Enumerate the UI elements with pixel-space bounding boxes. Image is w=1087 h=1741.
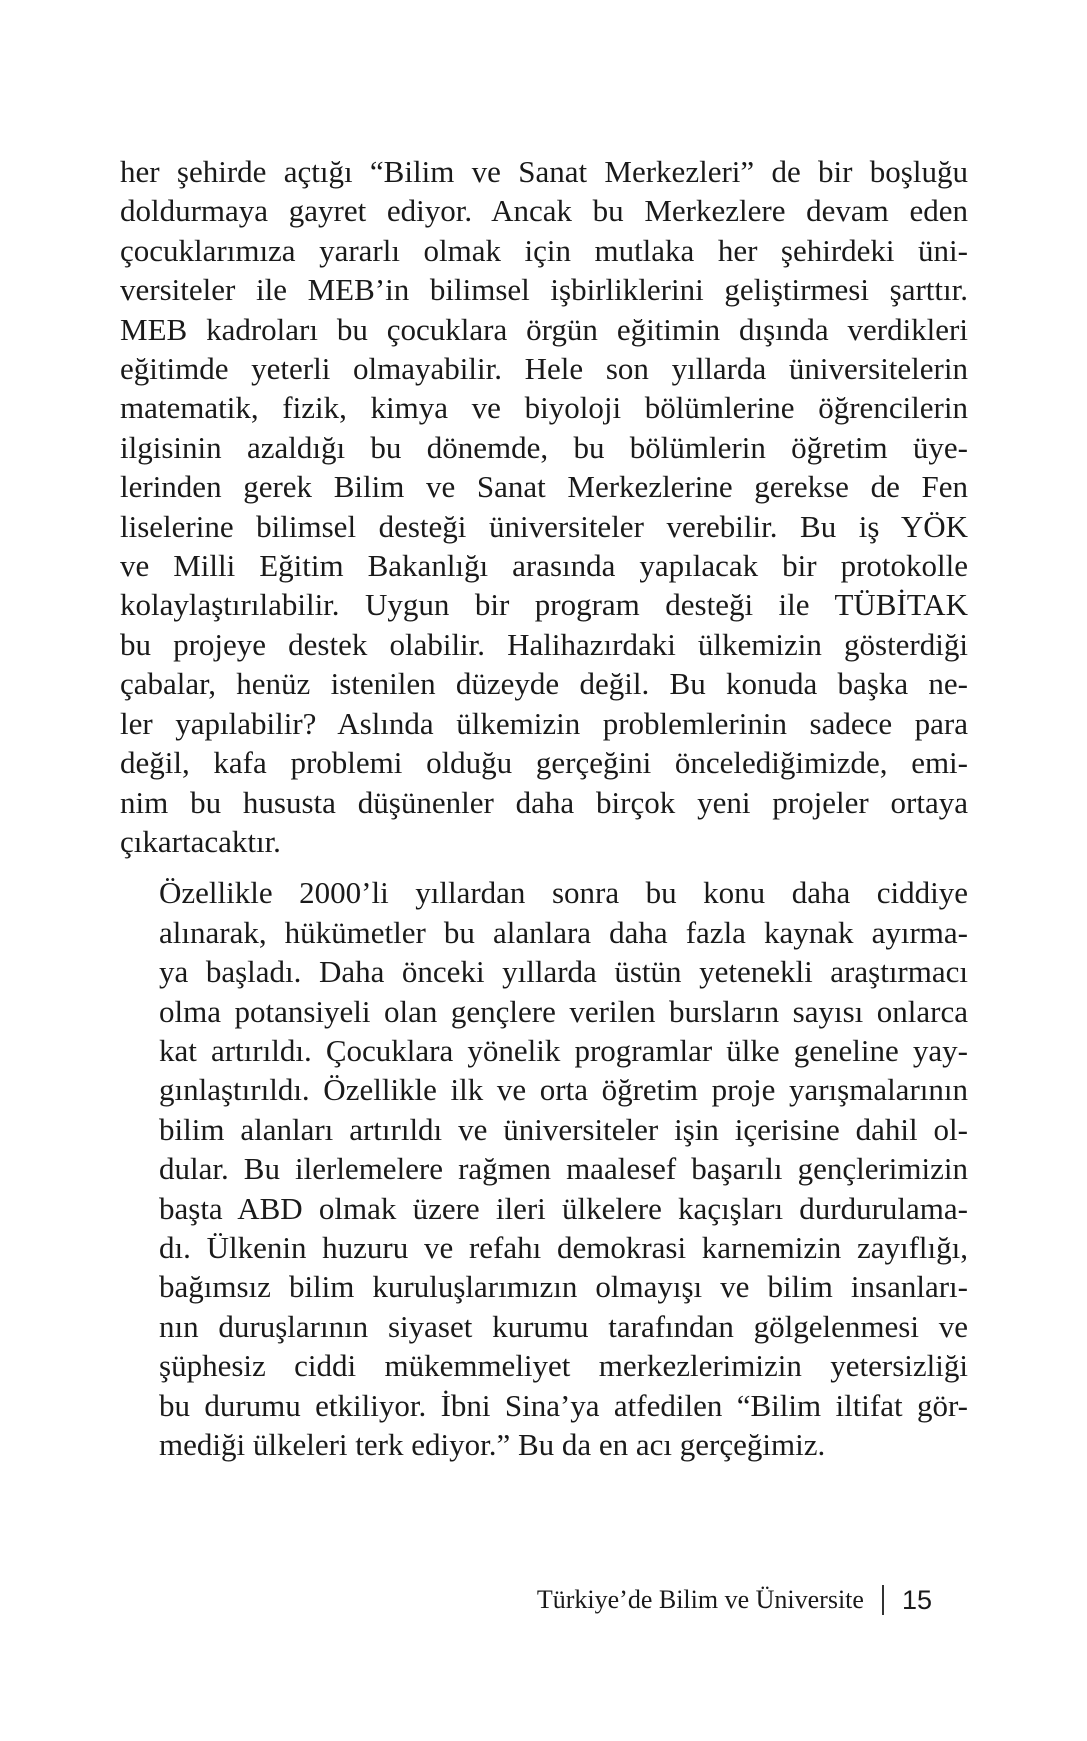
text-line: bu projeye destek olabilir. Halihazırdaki ülkemizin gösterdiği <box>120 626 968 662</box>
page-footer <box>537 1583 932 1617</box>
text-line: çocuklarımıza yararlı olmak için mutlaka her şehirdeki üni- <box>120 232 968 268</box>
text-line: nim bu hususta düşünenler daha birçok yeni projeler ortaya <box>120 784 968 820</box>
page-number: 15 <box>901 1585 932 1615</box>
text-line: çabalar, henüz istenilen düzeyde değil. Bu konuda başka ne- <box>120 666 968 702</box>
text-line: kolaylaştırılabilir. Uygun bir program desteği ile TÜBİTAK <box>120 587 968 623</box>
running-title: Türkiye’de Bilim ve Üniversite <box>536 1585 864 1614</box>
text-line: lerinden gerek Bilim ve Sanat Merkezlerine gerekse de Fen <box>120 469 968 505</box>
text-line: dı. Ülkenin huzuru ve refahı demokrasi karnemizin zayıflığı, <box>159 1229 968 1265</box>
text-line: bağımsız bilim kuruluşlarımızın olmayışı ve bilim insanları- <box>159 1269 968 1305</box>
text-line: şüphesiz ciddi mükemmeliyet merkezlerimizin yetersizliği <box>159 1348 968 1384</box>
footer-divider <box>882 1585 884 1615</box>
text-line: kat artırıldı. Çocuklara yönelik programlar ülke geneline yay- <box>159 1032 968 1068</box>
text-line: dular. Bu ilerlemelere rağmen maalesef başarılı gençlerimizin <box>159 1151 968 1187</box>
text-line: bu durumu etkiliyor. İbni Sina’ya atfedilen “Bilim iltifat gör- <box>159 1387 968 1423</box>
page-body <box>120 152 968 1464</box>
text-line: ve Milli Eğitim Bakanlığı arasında yapılacak bir protokolle <box>120 548 968 584</box>
text-line: MEB kadroları bu çocuklara örgün eğitimin dışında verdikleri <box>120 311 968 347</box>
text-line: bilim alanları artırıldı ve üniversiteler işin içerisine dahil ol- <box>159 1111 968 1147</box>
text-line: çıkartacaktır. <box>120 823 281 859</box>
text-line: ya başladı. Daha önceki yıllarda üstün yetenekli araştırmacı <box>159 954 968 990</box>
text-line: olma potansiyeli olan gençlere verilen bursların sayısı onlarca <box>159 993 968 1029</box>
text-line: ilgisinin azaldığı bu dönemde, bu bölümlerin öğretim üye- <box>120 429 968 465</box>
text-line: matematik, fizik, kimya ve biyoloji bölümlerine öğrencilerin <box>120 390 968 426</box>
text-line: her şehirde açtığı “Bilim ve Sanat Merkezleri” de bir boşluğu <box>120 154 968 189</box>
body-paragraph-2 <box>120 873 968 1464</box>
text-line: doldurmaya gayret ediyor. Ancak bu Merkezlere devam eden <box>120 193 968 229</box>
text-line: versiteler ile MEB’in bilimsel işbirliklerini geliştirmesi şarttır. <box>120 272 968 308</box>
text-line: liselerine bilimsel desteği üniversiteler verebilir. Bu iş YÖK <box>120 508 968 544</box>
text-line: ler yapılabilir? Aslında ülkemizin problemlerinin sadece para <box>120 705 968 741</box>
text-line: nın duruşlarının siyaset kurumu tarafından gölgelenmesi ve <box>159 1308 968 1344</box>
text-line: gınlaştırıldı. Özellikle ilk ve orta öğretim proje yarışmalarının <box>159 1072 968 1108</box>
body-paragraph-1 <box>120 152 968 861</box>
text-line: alınarak, hükümetler bu alanlara daha fazla kaynak ayırma- <box>159 914 968 950</box>
text-line: değil, kafa problemi olduğu gerçeğini öncelediğimizde, emi- <box>120 745 968 781</box>
text-line: Özellikle 2000’li yıllardan sonra bu konu daha ciddiye <box>159 875 968 911</box>
text-line: başta ABD olmak üzere ileri ülkelere kaçışları durdurulama- <box>159 1190 968 1226</box>
text-line: mediği ülkeleri terk ediyor.” Bu da en acı gerçeğimiz. <box>159 1427 826 1462</box>
text-line: eğitimde yeterli olmayabilir. Hele son yıllarda üniversitelerin <box>120 351 968 387</box>
